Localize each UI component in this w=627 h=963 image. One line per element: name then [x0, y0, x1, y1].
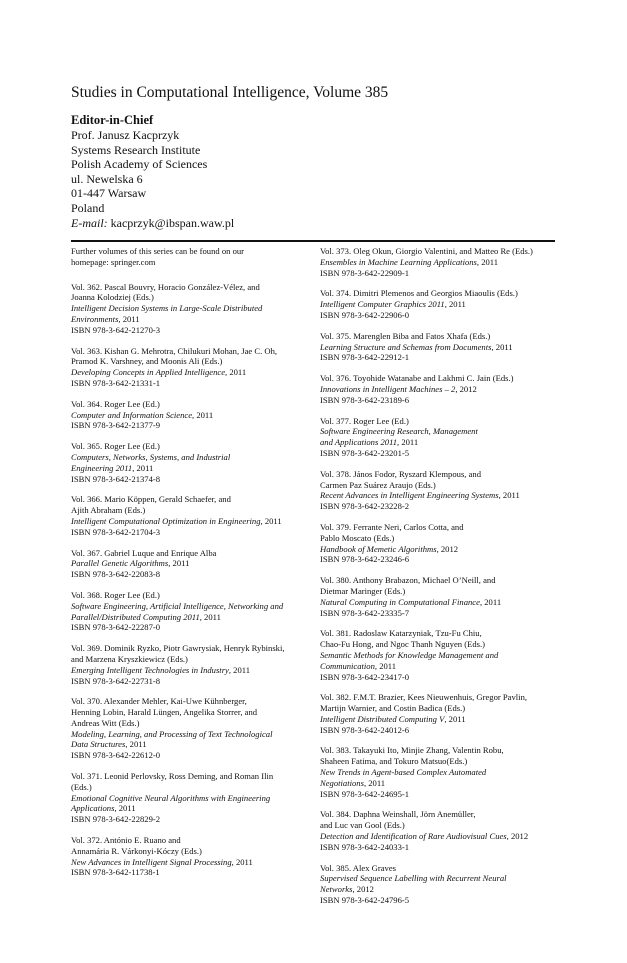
volume-authors-line: Martijn Warnier, and Costin Badica (Eds.): [320, 703, 466, 714]
editor-heading: Editor-in-Chief: [71, 113, 154, 127]
volume-authors-line: and Luc van Gool (Eds.): [320, 820, 405, 831]
volume-entry: [71, 399, 307, 431]
volume-title: Semantic Methods for Knowledge Management and: [320, 649, 499, 660]
volume-year: , 2012: [455, 383, 477, 394]
front-matter: [71, 84, 557, 230]
volume-year: , 2011: [168, 558, 190, 569]
volume-entry: [71, 282, 307, 336]
volume-authors-line: Vol. 372. António E. Ruano and: [71, 835, 181, 846]
volume-isbn: ISBN 978-3-642-24695-1: [320, 788, 410, 799]
intro-line: Further volumes of this series can be found on our: [71, 246, 245, 256]
volume-title-line: [71, 729, 307, 740]
volume-title: Emotional Cognitive Neural Algorithms with Engineering: [71, 792, 271, 803]
volume-isbn: ISBN 978-3-642-22912-1: [320, 352, 410, 363]
volume-authors-line: Vol. 371. Leonid Perlovsky, Ross Deming, and Roman Ilin: [71, 771, 274, 782]
volume-authors-line: Vol. 378. János Fodor, Ryszard Klempous, and: [320, 468, 481, 479]
volume-authors-line: Vol. 375. Marenglen Biba and Fatos Xhafa (Eds.): [320, 330, 491, 341]
volume-authors-line: Ajith Abraham (Eds.): [71, 505, 146, 516]
volume-isbn: ISBN 978-3-642-22909-1: [320, 267, 410, 278]
volume-title: Emerging Intelligent Technologies in Industry: [71, 664, 229, 675]
volume-authors-line: Vol. 382. F.M.T. Brazier, Kees Nieuwenhuis, Gregor Pavlin,: [320, 692, 528, 703]
volume-authors-line: Vol. 374. Dimitri Plemenos and Georgios Miaoulis (Eds.): [320, 288, 518, 299]
volume-entry: [71, 441, 307, 484]
volume-title: Parallel Genetic Algorithms: [71, 558, 169, 569]
volume-title-line: [71, 612, 307, 623]
volume-year: , 2011: [444, 713, 466, 724]
volume-isbn: ISBN 978-3-642-11738-1: [71, 867, 160, 878]
volume-title: Ensembles in Machine Learning Applications: [320, 256, 477, 267]
volume-title-line: [71, 303, 307, 314]
editor-email-line: [71, 216, 557, 231]
volume-title-line: [320, 257, 556, 268]
volume-title-line: [71, 857, 307, 868]
volume-title-line: [320, 384, 556, 395]
volume-year: , 2011: [476, 256, 499, 267]
volume-authors-line: Chao-Fu Hong, and Ngoc Thanh Nguyen (Eds.): [320, 639, 486, 650]
volume-title: Software Engineering, Artificial Intelligence, Networking and: [71, 600, 284, 611]
volume-authors-line: Vol. 376. Toyohide Watanabe and Lakhmi C. Jain (Eds.): [320, 373, 514, 384]
volume-authors-line: Vol. 380. Anthony Brabazon, Michael O’Neill, and: [320, 575, 496, 586]
volume-title-line: [71, 739, 307, 750]
volume-authors-line: Vol. 369. Dominik Ryzko, Piotr Gawrysiak, Henryk Rybinski,: [71, 643, 285, 654]
volume-isbn: ISBN 978-3-642-22612-0: [71, 750, 161, 761]
volume-entry: [320, 863, 556, 906]
volume-isbn: ISBN 978-3-642-22083-8: [71, 569, 161, 580]
volume-year: , 2011: [132, 462, 154, 473]
volume-year: , 2011: [260, 515, 282, 526]
volume-authors-line: Vol. 366. Mario Köppen, Gerald Schaefer, and: [71, 494, 231, 505]
volume-entry: [320, 416, 556, 459]
volume-entry: [320, 692, 556, 735]
volume-title: New Trends in Agent-based Complex Automated: [320, 767, 487, 778]
volume-title: Negotiations: [320, 777, 364, 788]
volume-entry: [320, 745, 556, 799]
volume-isbn: ISBN 978-3-642-23417-0: [320, 671, 410, 682]
volume-authors-line: and Marzena Kryszkiewicz (Eds.): [71, 653, 188, 664]
editor-line: Polish Academy of Sciences: [71, 157, 208, 172]
series-title: Studies in Computational Intelligence, Volume 385: [71, 84, 389, 101]
divider-rule: [71, 240, 555, 242]
volume-title-line: [71, 803, 307, 814]
volume-authors-line: Shaheen Fatima, and Tokuro Matsuo(Eds.): [320, 756, 468, 767]
volume-isbn: ISBN 978-3-642-21331-1: [71, 377, 161, 388]
editor-address: [71, 128, 557, 230]
volume-isbn: ISBN 978-3-642-21374-8: [71, 473, 161, 484]
volume-title-line: [71, 410, 307, 421]
volume-year: , 2011: [225, 367, 247, 378]
volume-year: , 2012: [506, 831, 529, 842]
volume-title: Learning Structure and Schemas from Documents: [320, 341, 492, 352]
editor-line: 01-447 Warsaw: [71, 186, 147, 201]
volume-isbn: ISBN 978-3-642-22906-0: [320, 309, 410, 320]
volume-title: Environments: [71, 313, 119, 324]
volume-authors-line: Vol. 384. Daphna Weinshall, Jörn Anemüller,: [320, 809, 476, 820]
volume-title-line: [320, 650, 556, 661]
volume-title-line: [320, 597, 556, 608]
volume-title-line: [71, 452, 307, 463]
volume-authors-line: Vol. 379. Ferrante Neri, Carlos Cotta, and: [320, 521, 464, 532]
volume-title: Intelligent Distributed Computing V: [320, 713, 445, 724]
volume-year: , 2011: [444, 299, 466, 310]
volume-year: , 2012: [436, 543, 459, 554]
volume-title: Natural Computing in Computational Finance: [320, 596, 480, 607]
volume-title-line: [320, 490, 556, 501]
volume-title-line: [320, 884, 556, 895]
volume-title: New Advances in Intelligent Signal Processing: [71, 856, 232, 867]
intro-line: homepage: springer.com: [71, 256, 156, 267]
volume-title-line: [320, 714, 556, 725]
volume-title-line: [71, 463, 307, 474]
volume-isbn: ISBN 978-3-642-22829-2: [71, 814, 161, 825]
volume-isbn: ISBN 978-3-642-23228-2: [320, 501, 410, 512]
volume-year: , 2011: [231, 856, 253, 867]
volume-title: Data Structures: [71, 739, 126, 750]
volume-title-line: [71, 665, 307, 676]
volume-title: Recent Advances in Intelligent Engineering Systems: [320, 490, 499, 501]
volume-title-line: [320, 342, 556, 353]
volume-authors-line: Vol. 368. Roger Lee (Ed.): [71, 589, 160, 600]
volume-isbn: ISBN 978-3-642-23246-6: [320, 554, 410, 565]
volume-isbn: ISBN 978-3-642-22287-0: [71, 622, 161, 633]
volume-isbn: ISBN 978-3-642-21270-3: [71, 324, 161, 335]
volume-isbn: ISBN 978-3-642-23201-5: [320, 447, 410, 458]
volume-year: , 2011: [397, 437, 419, 448]
volume-entry: [320, 331, 556, 363]
editor-email: kacprzyk@ibspan.waw.pl: [110, 215, 235, 230]
volume-entry: [320, 288, 556, 320]
volume-title-line: [71, 367, 307, 378]
volume-title-line: [71, 601, 307, 612]
volume-year: , 2011: [491, 341, 513, 352]
volume-year: , 2012: [352, 884, 374, 895]
volume-entry: [320, 469, 556, 512]
email-label: E-mail:: [71, 215, 108, 230]
volume-title: Intelligent Computer Graphics 2011: [320, 299, 445, 310]
volume-year: , 2011: [114, 803, 136, 814]
volume-title-line: [320, 437, 556, 448]
volume-isbn: ISBN 978-3-642-22731-8: [71, 675, 161, 686]
volume-title: Computers, Networks, Systems, and Industrial: [71, 451, 231, 462]
volume-isbn: ISBN 978-3-642-24033-1: [320, 841, 410, 852]
volume-title: and Applications 2011: [320, 437, 398, 448]
volume-authors-line: Vol. 363. Kishan G. Mehrotra, Chilukuri Mohan, Jae C. Oh,: [71, 345, 278, 356]
volume-title: Applications: [71, 803, 115, 814]
volume-isbn: ISBN 978-3-642-21377-9: [71, 420, 161, 431]
volume-authors-line: Vol. 364. Roger Lee (Ed.): [71, 398, 160, 409]
volume-title: Software Engineering Research, Management: [320, 426, 478, 437]
left-column: [71, 246, 307, 888]
volume-authors-line: (Eds.): [71, 781, 92, 792]
volume-title: Intelligent Decision Systems in Large-Scale Distributed: [71, 303, 263, 314]
volume-entry: [71, 835, 307, 878]
volume-entry: [71, 696, 307, 761]
volume-title: Computer and Information Science: [71, 409, 193, 420]
volume-authors-line: Vol. 385. Alex Graves: [320, 862, 396, 873]
volume-entry: [71, 771, 307, 825]
volume-title-line: [320, 426, 556, 437]
volume-year: , 2011: [192, 409, 214, 420]
volume-authors-line: Carmen Paz Suárez Araujo (Eds.): [320, 479, 436, 490]
volume-year: , 2011: [498, 490, 520, 501]
volume-title: Networks: [320, 884, 353, 895]
volume-entry: [71, 494, 307, 537]
volume-title-line: [71, 558, 307, 569]
volume-authors-line: Vol. 377. Roger Lee (Ed.): [320, 415, 409, 426]
volume-authors-line: Vol. 373. Oleg Okun, Giorgio Valentini, and Matteo Re (Eds.): [320, 246, 533, 256]
volume-isbn: ISBN 978-3-642-23335-7: [320, 607, 410, 618]
volume-title-line: [320, 299, 556, 310]
volume-title: Communication: [320, 660, 375, 671]
volume-authors-line: Pramod K. Varshney, and Moonis Ali (Eds.): [71, 356, 223, 367]
volume-title-line: [320, 767, 556, 778]
editor-line: ul. Newelska 6: [71, 171, 143, 186]
volume-year: , 2011: [228, 664, 251, 675]
volume-authors-line: Vol. 383. Takayuki Ito, Minjie Zhang, Valentin Robu,: [320, 745, 504, 756]
volume-authors-line: Vol. 381. Radoslaw Katarzyniak, Tzu-Fu Chiu,: [320, 628, 482, 639]
volume-isbn: ISBN 978-3-642-21704-3: [71, 526, 161, 537]
volume-authors-line: Vol. 362. Pascal Bouvry, Horacio González-Vélez, and: [71, 281, 260, 292]
volume-authors-line: Joanna Kolodziej (Eds.): [71, 292, 154, 303]
volume-entry: [71, 346, 307, 389]
series-intro: [71, 246, 307, 268]
volume-title-line: [320, 661, 556, 672]
volume-authors-line: Andreas Witt (Eds.): [71, 717, 140, 728]
volume-isbn: ISBN 978-3-642-23189-6: [320, 394, 410, 405]
volume-entry: [71, 643, 307, 686]
volume-authors-line: Annamária R. Várkonyi-Kóczy (Eds.): [71, 845, 202, 856]
volume-title: Parallel/Distributed Computing 2011: [71, 611, 200, 622]
volume-title-line: [320, 831, 556, 842]
volume-authors-line: Vol. 367. Gabriel Luque and Enrique Alba: [71, 547, 217, 558]
volume-entry: [320, 522, 556, 565]
volume-title-line: [320, 544, 556, 555]
volume-entry: [320, 246, 556, 278]
editor-line: Poland: [71, 200, 105, 215]
volume-title: Intelligent Computational Optimization in Engineering: [71, 515, 261, 526]
volume-entry: [320, 373, 556, 405]
volume-authors-line: Dietmar Maringer (Eds.): [320, 585, 406, 596]
volume-title: Modeling, Learning, and Processing of Text Technological: [71, 728, 273, 739]
volume-authors-line: Vol. 370. Alexander Mehler, Kai-Uwe Kühnberger,: [71, 696, 247, 707]
volume-entry: [320, 575, 556, 618]
volume-title: Innovations in Intelligent Machines – 2: [320, 383, 456, 394]
volume-year: , 2011: [374, 660, 397, 671]
editor-line: Systems Research Institute: [71, 142, 201, 157]
volume-year: , 2011: [199, 611, 221, 622]
volume-authors-line: Vol. 365. Roger Lee (Ed.): [71, 441, 160, 452]
right-column: [320, 246, 556, 916]
volume-title-line: [71, 516, 307, 527]
volume-year: , 2011: [118, 313, 140, 324]
editor-line: Prof. Janusz Kacprzyk: [71, 128, 180, 142]
volume-title-line: [320, 778, 556, 789]
volume-title-line: [71, 314, 307, 325]
volume-entry: [71, 548, 307, 580]
volume-year: , 2011: [479, 596, 502, 607]
volume-authors-line: Pablo Moscato (Eds.): [320, 532, 395, 543]
volume-year: , 2011: [125, 739, 147, 750]
volume-entry: [320, 628, 556, 682]
volume-title: Supervised Sequence Labelling with Recurrent Neural: [320, 873, 507, 884]
volume-title: Handbook of Memetic Algorithms: [320, 543, 437, 554]
volume-title: Developing Concepts in Applied Intelligence: [71, 367, 226, 378]
volume-title-line: [320, 873, 556, 884]
volume-year: , 2011: [363, 777, 386, 788]
volume-authors-line: Henning Lobin, Harald Lüngen, Angelika Storrer, and: [71, 707, 258, 718]
volume-isbn: ISBN 978-3-642-24012-6: [320, 724, 410, 735]
volume-isbn: ISBN 978-3-642-24796-5: [320, 895, 410, 906]
volume-title: Engineering 2011: [71, 462, 133, 473]
volume-entry: [71, 590, 307, 633]
volume-title: Detection and Identification of Rare Audiovisual Cues: [320, 831, 507, 842]
volume-title-line: [71, 793, 307, 804]
volume-entry: [320, 809, 556, 852]
